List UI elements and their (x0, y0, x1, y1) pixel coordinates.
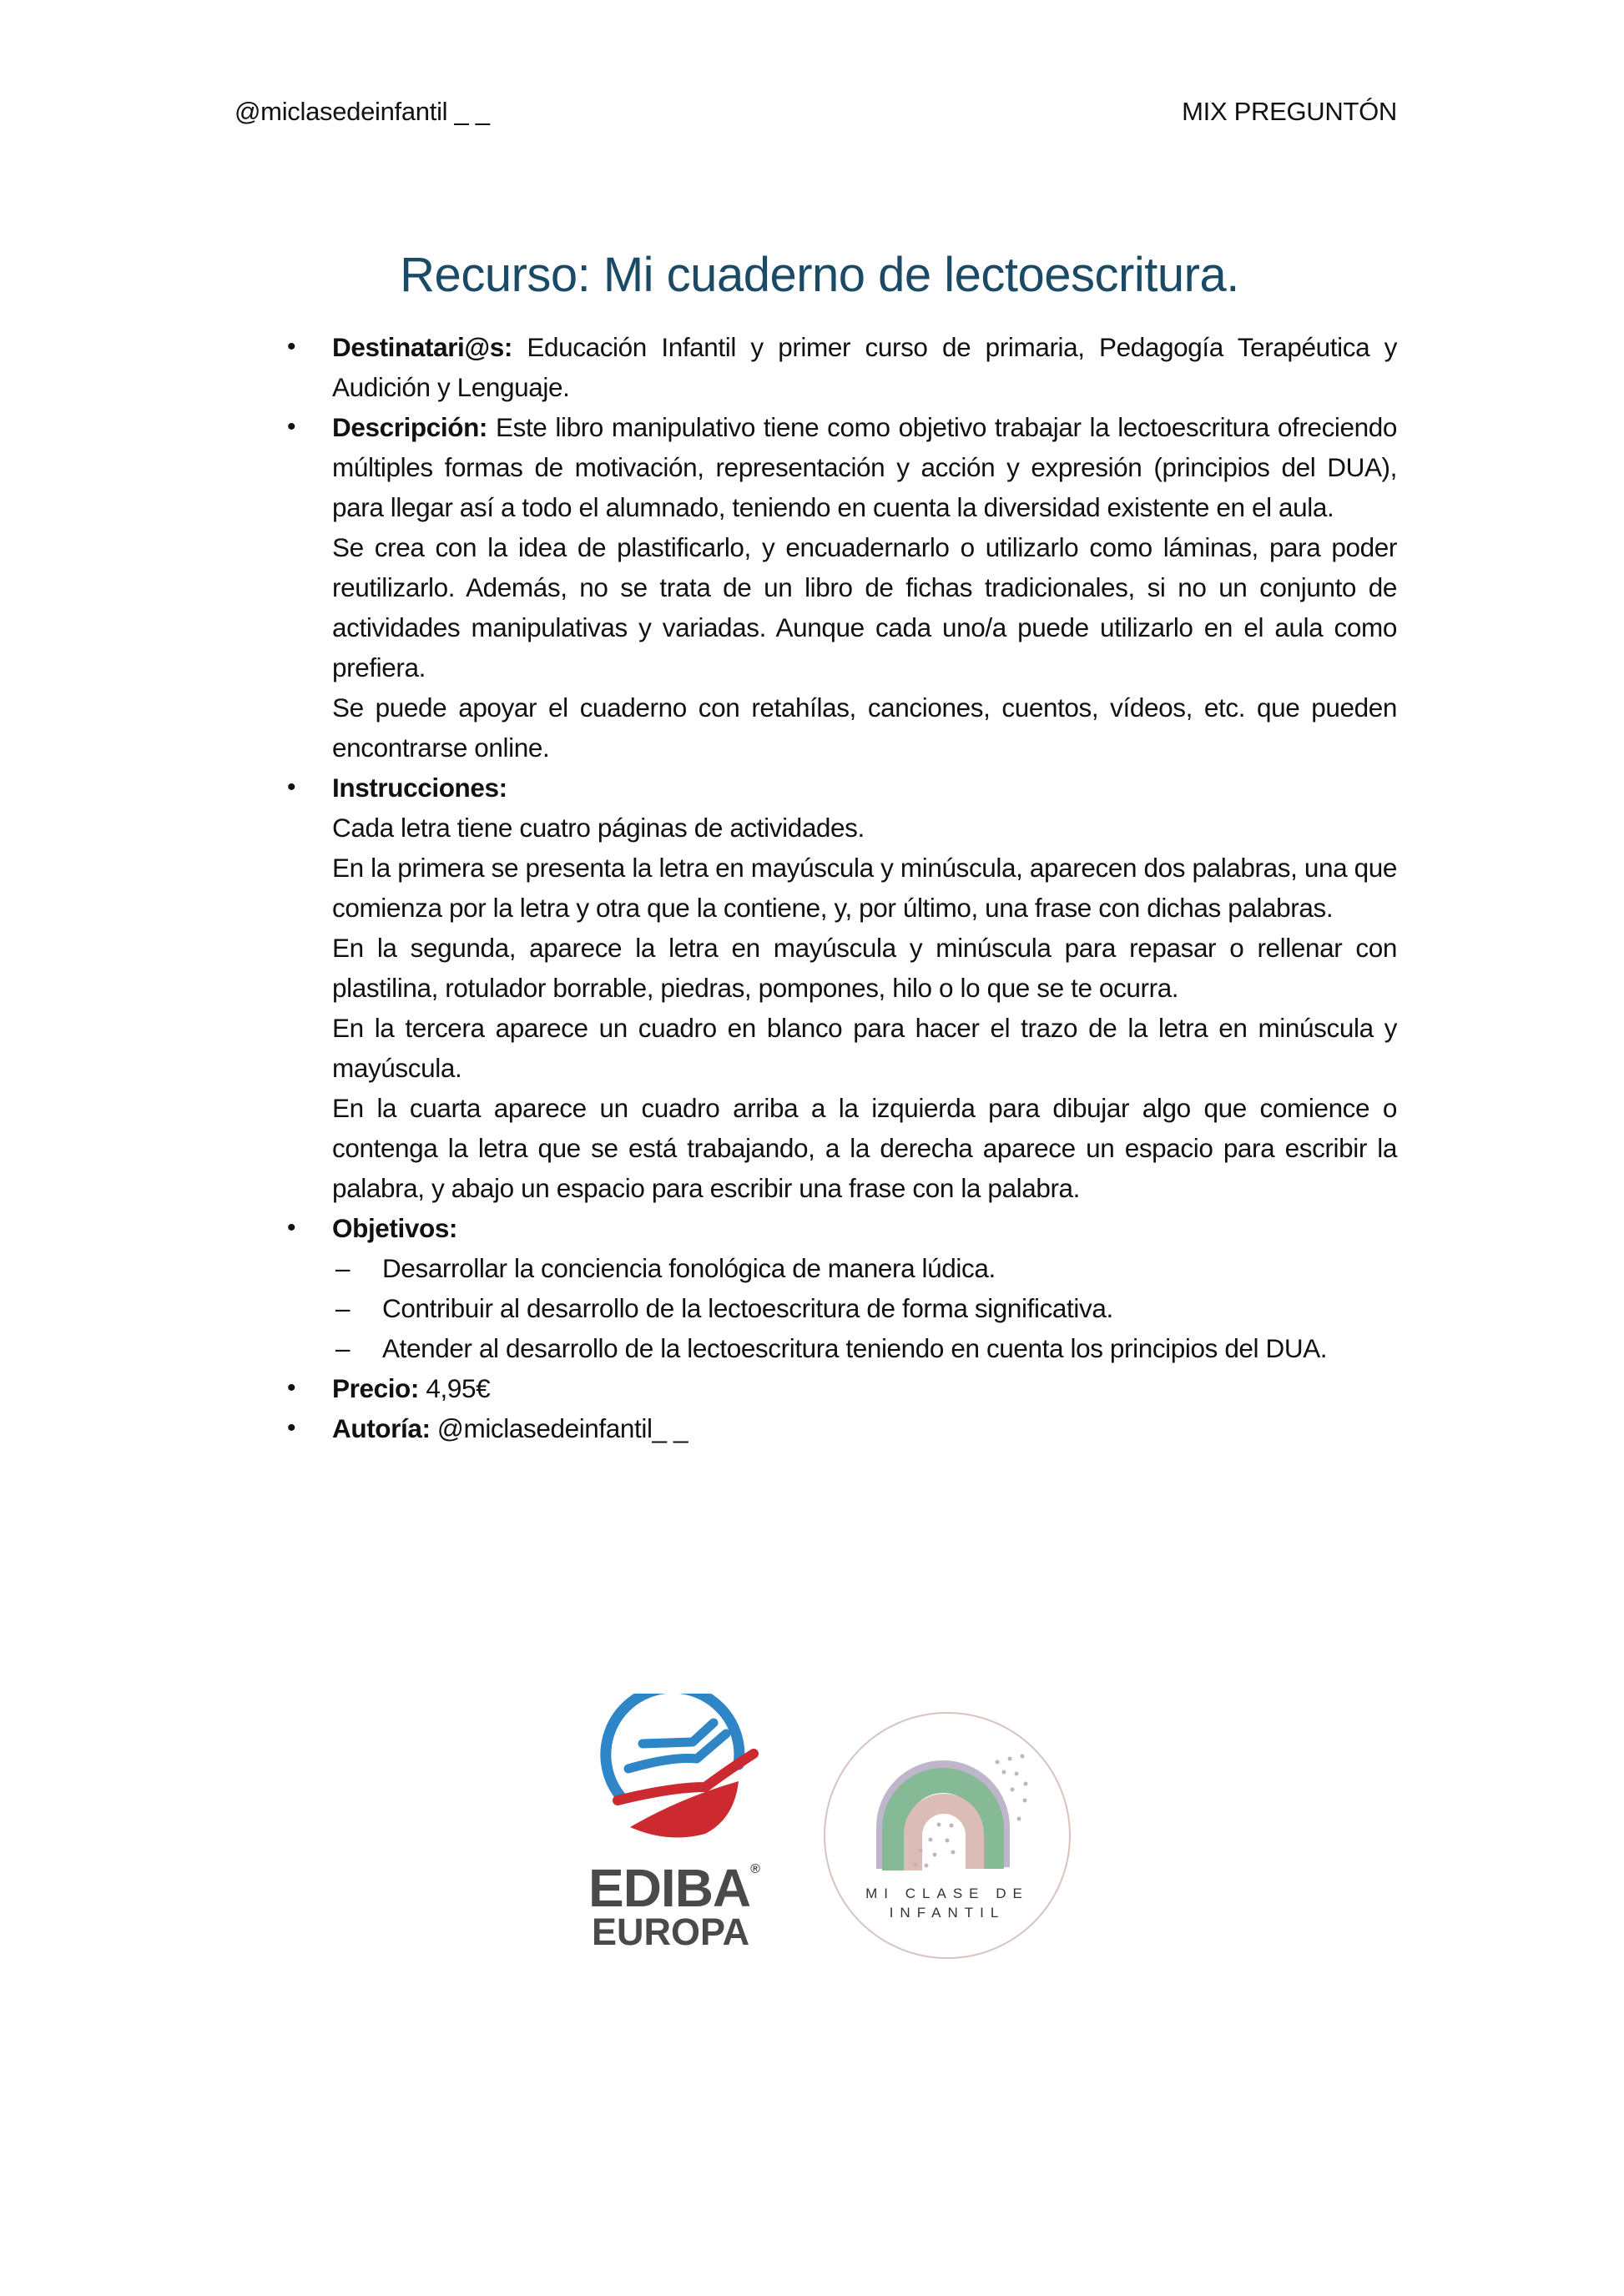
price-value: 4,95€ (426, 1373, 491, 1403)
header-section-name: MIX PREGUNTÓN (1182, 97, 1397, 126)
ediba-subtitle: EUROPA (592, 1911, 750, 1953)
section-text: En la cuarta aparece un cuadro arriba a la izquierda para dibujar algo que comience o contenga la letra que se está trabajando, a la derecha aparece un espacio para escribir la palabra, y abajo un espacio para escribir una frase con la palabra. (332, 1093, 1397, 1203)
rainbow-icon (822, 1710, 1072, 1961)
bullet-icon: • (287, 1214, 296, 1241)
section-instrucciones (284, 768, 1397, 1208)
section-label: Autoría: (332, 1413, 431, 1443)
dash-icon: – (335, 1293, 351, 1323)
mi-clase-de-infantil-logo (822, 1710, 1072, 1961)
section-text: Cada letra tiene cuatro páginas de actividades. (332, 813, 865, 843)
section-objetivos (284, 1208, 1397, 1248)
bullet-icon: • (287, 1414, 296, 1442)
section-label: Descripción: (332, 412, 487, 442)
section-text: Se crea con la idea de plastificarlo, y encuadernarlo o utilizarlo como láminas, para poder reutilizarlo. Además, no se trata de un libro de fichas tradicionales, si no un conjunto de actividades manipulativas y variadas. Aunque cada uno/a puede utilizarlo en el aula como prefiera. (332, 532, 1397, 682)
section-label: Objetivos: (332, 1213, 458, 1243)
bullet-icon: • (287, 333, 296, 360)
section-text: Se puede apoyar el cuaderno con retahílas, canciones, cuentos, vídeos, etc. que pueden encontrarse online. (332, 692, 1397, 763)
logo-text-line2: INFANTIL (889, 1905, 1006, 1921)
section-label: Instrucciones: (332, 773, 507, 803)
bullet-icon: • (287, 413, 296, 441)
ediba-europa-logo (588, 1694, 772, 1961)
bullet-icon: • (287, 1374, 296, 1402)
bullet-icon: • (287, 773, 296, 801)
section-precio (284, 1368, 1397, 1408)
author-value: @miclasedeinfantil_ _ (436, 1413, 688, 1443)
section-text: Este libro manipulativo tiene como objetivo trabajar la lectoescritura ofreciendo múltiples formas de motivación, representación y acción y expresión (principios del DUA), para llegar así a todo el alumnado, teniendo en cuenta la diversidad existente en el aula. (332, 412, 1397, 522)
section-descripcion (284, 407, 1397, 768)
section-text: En la segunda, aparece la letra en mayúscula y minúscula para repasar o rellenar con plastilina, rotulador borrable, piedras, pompones, hilo o lo que se te ocurra. (332, 933, 1397, 1003)
objective-item: – Atender al desarrollo de la lectoescritura teniendo en cuenta los principios del DUA. (334, 1328, 1397, 1368)
logos-row (0, 1685, 1624, 1969)
logo-text-line1: MI CLASE DE (865, 1886, 1029, 1901)
page-title: Recurso: Mi cuaderno de lectoescritura. (400, 248, 1239, 302)
resource-details (284, 327, 1397, 1448)
section-text: En la primera se presenta la letra en mayúscula y minúscula, aparecen dos palabras, una que comienza por la letra y otra que la contiene, y, por último, una frase con dichas palabras. (332, 853, 1397, 923)
section-text: En la tercera aparece un cuadro en blanco para hacer el trazo de la letra en minúscula y mayúscula. (332, 1013, 1397, 1083)
dash-icon: – (335, 1253, 351, 1283)
section-text: Educación Infantil y primer curso de primaria, Pedagogía Terapéutica y Audición y Lenguaje. (332, 332, 1397, 402)
objective-item: – Desarrollar la conciencia fonológica de manera lúdica. (334, 1248, 1397, 1288)
section-autoria (284, 1408, 1397, 1448)
dash-icon: – (335, 1333, 351, 1363)
section-label: Destinatari@s: (332, 332, 512, 362)
objective-item: – Contribuir al desarrollo de la lectoescritura de forma significativa. (334, 1288, 1397, 1328)
section-destinatarios (284, 327, 1397, 407)
section-label: Precio: (332, 1373, 419, 1403)
ediba-wordmark: EDIBA® (588, 1858, 759, 1918)
header-account-handle: @miclasedeinfantil _ _ (235, 97, 490, 126)
objectives-list (284, 1248, 1397, 1368)
